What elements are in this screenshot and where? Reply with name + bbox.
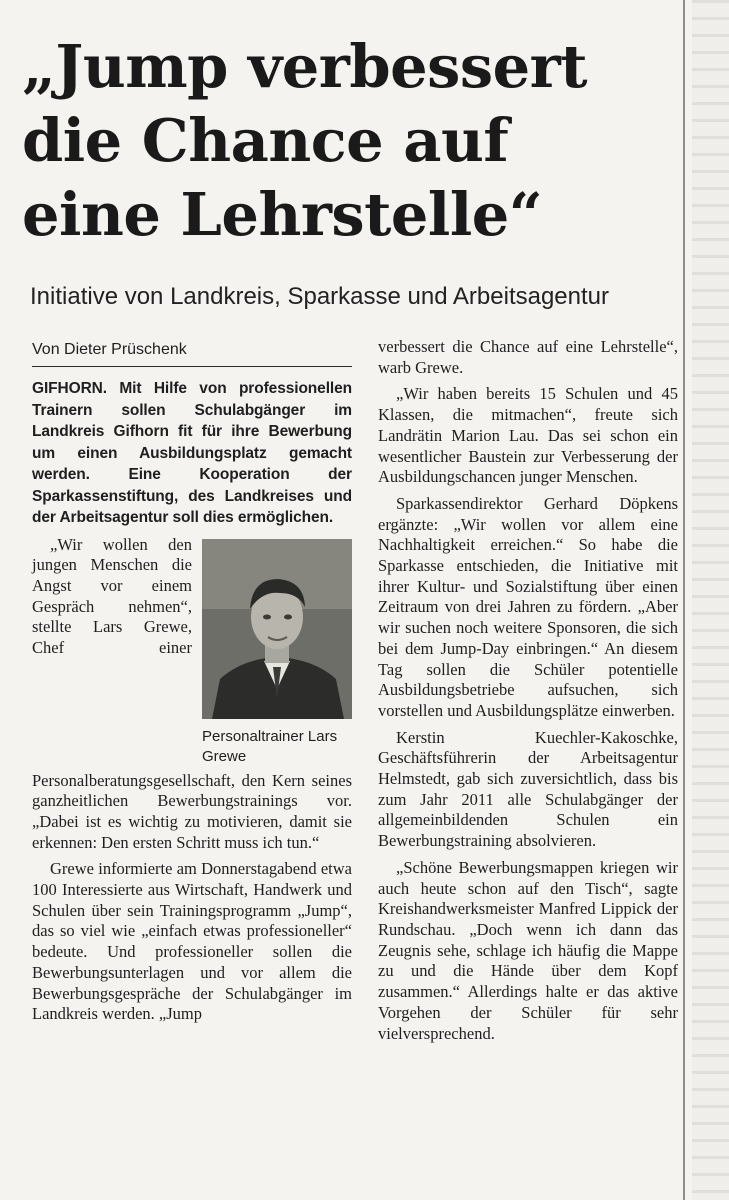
article-headline (22, 30, 682, 252)
body-paragraph: verbessert die Chance auf eine Lehrstelle“, warb Grewe. (378, 337, 678, 377)
adjacent-column-bleed (692, 0, 729, 1200)
body-paragraph: Grewe informierte am Donnerstagabend etwa 100 Interessierte aus Wirtschaft, Handwerk und Schulen über sein Trainingsprogramm „Jump“, das so viel wie „einfach etwas professioneller“ bedeute. Und professioneller sollen die Bewerbungsunterlagen und vor allem die Bewerbungsgespräche der Schulabgänger im Landkreis werden. „Jump (32, 859, 352, 1024)
body-paragraph: Kerstin Kuechler-Kakoschke, Geschäftsführerin der Arbeitsagentur Helmstedt, gab sich zuversichtlich, dass bis zum Jahr 2011 alle Schulabgänger der allgemeinbildenden Schulen ein Bewerbungstraining absolvieren. (378, 727, 678, 851)
body-paragraph: „Schöne Bewerbungsmappen kriegen wir auch heute schon auf den Tisch“, sagte Kreishandwerksmeister Manfred Lippick der Rundschau. „Doch wenn ich dann das Zeugnis sehe, schlage ich häufig die Mappe zu und die Hände über dem Kopf zusammen.“ Allerdings halte er das aktive Vorgehen der Schüler für sehr vielversprechend. (378, 857, 678, 1043)
column-divider-line (683, 0, 685, 1200)
right-column (378, 337, 678, 1050)
article-subheadline: Initiative von Landkreis, Sparkasse und Arbeitsagentur (30, 283, 610, 310)
body-paragraph: „Wir haben bereits 15 Schulen und 45 Klassen, die mitmachen“, freute sich Landrätin Marion Lau. Das sei schon ein wesentlicher Baustein zur Verbesserung der Ausbildungschancen junger Menschen. (378, 384, 678, 487)
portrait-photo (202, 539, 352, 719)
left-column (32, 378, 352, 1031)
body-paragraph: „Wir wollen den jungen Menschen die Angst vor einem Gespräch nehmen“, stellte Lars Grewe, Chef einer Personalberatungsgesellschaft, den Kern seines ganzheitlichen Bewerbungstrainings vor. „Dabei ist es wichtig zu motivieren, damit sie erkennen: Den ersten Schritt muss ich tun.“ (32, 534, 352, 852)
lead-paragraph: GIFHORN. Mit Hilfe von professionellen Trainern sollen Schulabgänger im Landkreis Gifhorn fit für ihre Bewerbung um einen Ausbildungsplatz gemacht werden. Eine Kooperation der Sparkassenstiftung, des Landkreises und der Arbeitsagentur soll dies ermöglichen. (32, 380, 352, 526)
headline-line-3: eine Lehrstelle“ (22, 180, 543, 249)
article-byline: Von Dieter Prüschenk (32, 340, 352, 367)
body-paragraph: Sparkassendirektor Gerhard Döpkens ergänzte: „Wir wollen vor allem eine Nachhaltigkeit erreichen.“ So habe die Sparkasse entschieden, die Initiative mit ihrer Kultur- und Sozialstiftung über einen Zeitraum von drei Jahren zu fördern. „Aber wir suchen noch weitere Sponsoren, die sich bei dem Jump-Day einbringen.“ An diesem Tag sollen die Schüler potentielle Ausbildungsbetriebe aufsuchen, sich vorstellen und Ausbildungsplätze einwerben. (378, 493, 678, 720)
photo-caption: Personaltrainer Lars Grewe (202, 727, 338, 765)
headline-line-1: „Jump verbessert (22, 32, 587, 101)
photo-figure (202, 539, 352, 767)
portrait-illustration (202, 539, 352, 719)
headline-line-2: die Chance auf (22, 106, 509, 175)
